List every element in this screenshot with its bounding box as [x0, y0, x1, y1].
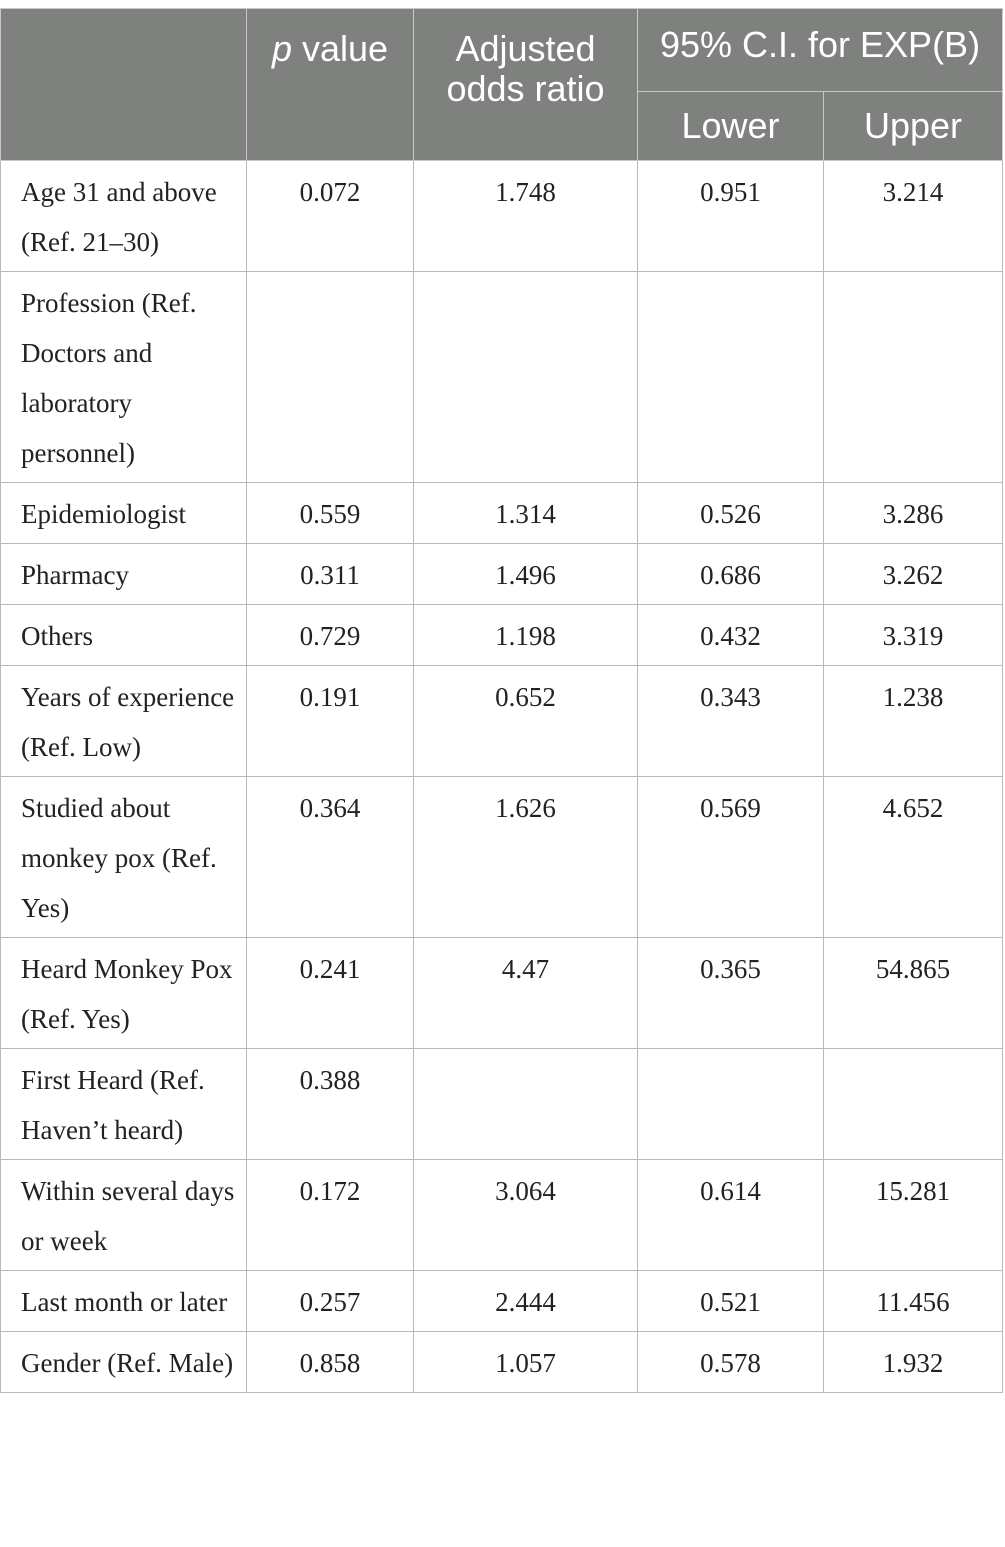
ci-lower-cell — [638, 1049, 824, 1160]
ci-lower-cell: 0.614 — [638, 1160, 824, 1271]
row-label: Gender (Ref. Male) — [1, 1332, 247, 1393]
p-value-cell: 0.388 — [247, 1049, 414, 1160]
ci-lower-cell: 0.686 — [638, 544, 824, 605]
row-label: Within several days or week — [1, 1160, 247, 1271]
p-value-cell: 0.072 — [247, 161, 414, 272]
row-label: Heard Monkey Pox (Ref. Yes) — [1, 938, 247, 1049]
ci-upper-cell: 15.281 — [824, 1160, 1003, 1271]
ci-upper-cell: 3.286 — [824, 483, 1003, 544]
p-value-cell: 0.257 — [247, 1271, 414, 1332]
table-row — [1, 777, 1003, 938]
odds-ratio-cell: 3.064 — [414, 1160, 638, 1271]
odds-ratio-cell: 0.652 — [414, 666, 638, 777]
row-label: Pharmacy — [1, 544, 247, 605]
odds-ratio-cell: 2.444 — [414, 1271, 638, 1332]
odds-ratio-cell: 4.47 — [414, 938, 638, 1049]
p-value-cell: 0.191 — [247, 666, 414, 777]
odds-ratio-table — [0, 8, 1003, 1393]
row-label: Years of experience (Ref. Low) — [1, 666, 247, 777]
table-row — [1, 1332, 1003, 1393]
header-confidence-interval: 95% C.I. for EXP(B) — [638, 9, 1003, 92]
p-value-cell: 0.858 — [247, 1332, 414, 1393]
odds-ratio-cell: 1.748 — [414, 161, 638, 272]
ci-lower-cell: 0.569 — [638, 777, 824, 938]
ci-lower-cell — [638, 272, 824, 483]
table-row — [1, 544, 1003, 605]
row-label: Studied about monkey pox (Ref. Yes) — [1, 777, 247, 938]
table-row — [1, 938, 1003, 1049]
ci-upper-cell: 3.214 — [824, 161, 1003, 272]
header-row-top — [1, 9, 1003, 92]
odds-ratio-cell: 1.057 — [414, 1332, 638, 1393]
row-label: Epidemiologist — [1, 483, 247, 544]
ci-lower-cell: 0.578 — [638, 1332, 824, 1393]
ci-upper-cell: 4.652 — [824, 777, 1003, 938]
odds-ratio-cell: 1.496 — [414, 544, 638, 605]
ci-upper-cell: 1.932 — [824, 1332, 1003, 1393]
ci-upper-cell: 11.456 — [824, 1271, 1003, 1332]
odds-ratio-cell — [414, 1049, 638, 1160]
ci-upper-cell — [824, 1049, 1003, 1160]
ci-upper-cell — [824, 272, 1003, 483]
ci-upper-cell: 54.865 — [824, 938, 1003, 1049]
row-label: Age 31 and above (Ref. 21–30) — [1, 161, 247, 272]
header-p-value — [247, 9, 414, 161]
ci-lower-cell: 0.343 — [638, 666, 824, 777]
p-value-cell: 0.729 — [247, 605, 414, 666]
header-lower: Lower — [638, 92, 824, 161]
p-value-cell: 0.311 — [247, 544, 414, 605]
header-adjusted-line1: Adjusted — [455, 28, 596, 69]
header-upper: Upper — [824, 92, 1003, 161]
ci-upper-cell: 1.238 — [824, 666, 1003, 777]
odds-ratio-cell: 1.198 — [414, 605, 638, 666]
table-row — [1, 605, 1003, 666]
header-p-rest: value — [291, 28, 389, 69]
p-value-cell: 0.241 — [247, 938, 414, 1049]
row-label: First Heard (Ref. Haven’t heard) — [1, 1049, 247, 1160]
table-row — [1, 1049, 1003, 1160]
row-label: Last month or later — [1, 1271, 247, 1332]
p-value-cell: 0.559 — [247, 483, 414, 544]
table-body — [1, 161, 1003, 1393]
odds-ratio-cell: 1.626 — [414, 777, 638, 938]
table-header — [1, 9, 1003, 161]
header-p-italic: p — [271, 28, 292, 69]
table-row — [1, 1160, 1003, 1271]
ci-lower-cell: 0.526 — [638, 483, 824, 544]
table-row — [1, 272, 1003, 483]
p-value-cell — [247, 272, 414, 483]
header-adjusted-line2: odds ratio — [446, 68, 605, 109]
table-row — [1, 666, 1003, 777]
table-row — [1, 1271, 1003, 1332]
ci-upper-cell: 3.319 — [824, 605, 1003, 666]
ci-lower-cell: 0.365 — [638, 938, 824, 1049]
table-row — [1, 483, 1003, 544]
header-blank-cell — [1, 9, 247, 161]
odds-ratio-cell: 1.314 — [414, 483, 638, 544]
p-value-cell: 0.172 — [247, 1160, 414, 1271]
table-row — [1, 161, 1003, 272]
ci-upper-cell: 3.262 — [824, 544, 1003, 605]
ci-lower-cell: 0.432 — [638, 605, 824, 666]
ci-lower-cell: 0.951 — [638, 161, 824, 272]
ci-lower-cell: 0.521 — [638, 1271, 824, 1332]
row-label: Profession (Ref. Doctors and laboratory personnel) — [1, 272, 247, 483]
p-value-cell: 0.364 — [247, 777, 414, 938]
header-adjusted-odds-ratio — [414, 9, 638, 161]
row-label: Others — [1, 605, 247, 666]
odds-ratio-cell — [414, 272, 638, 483]
